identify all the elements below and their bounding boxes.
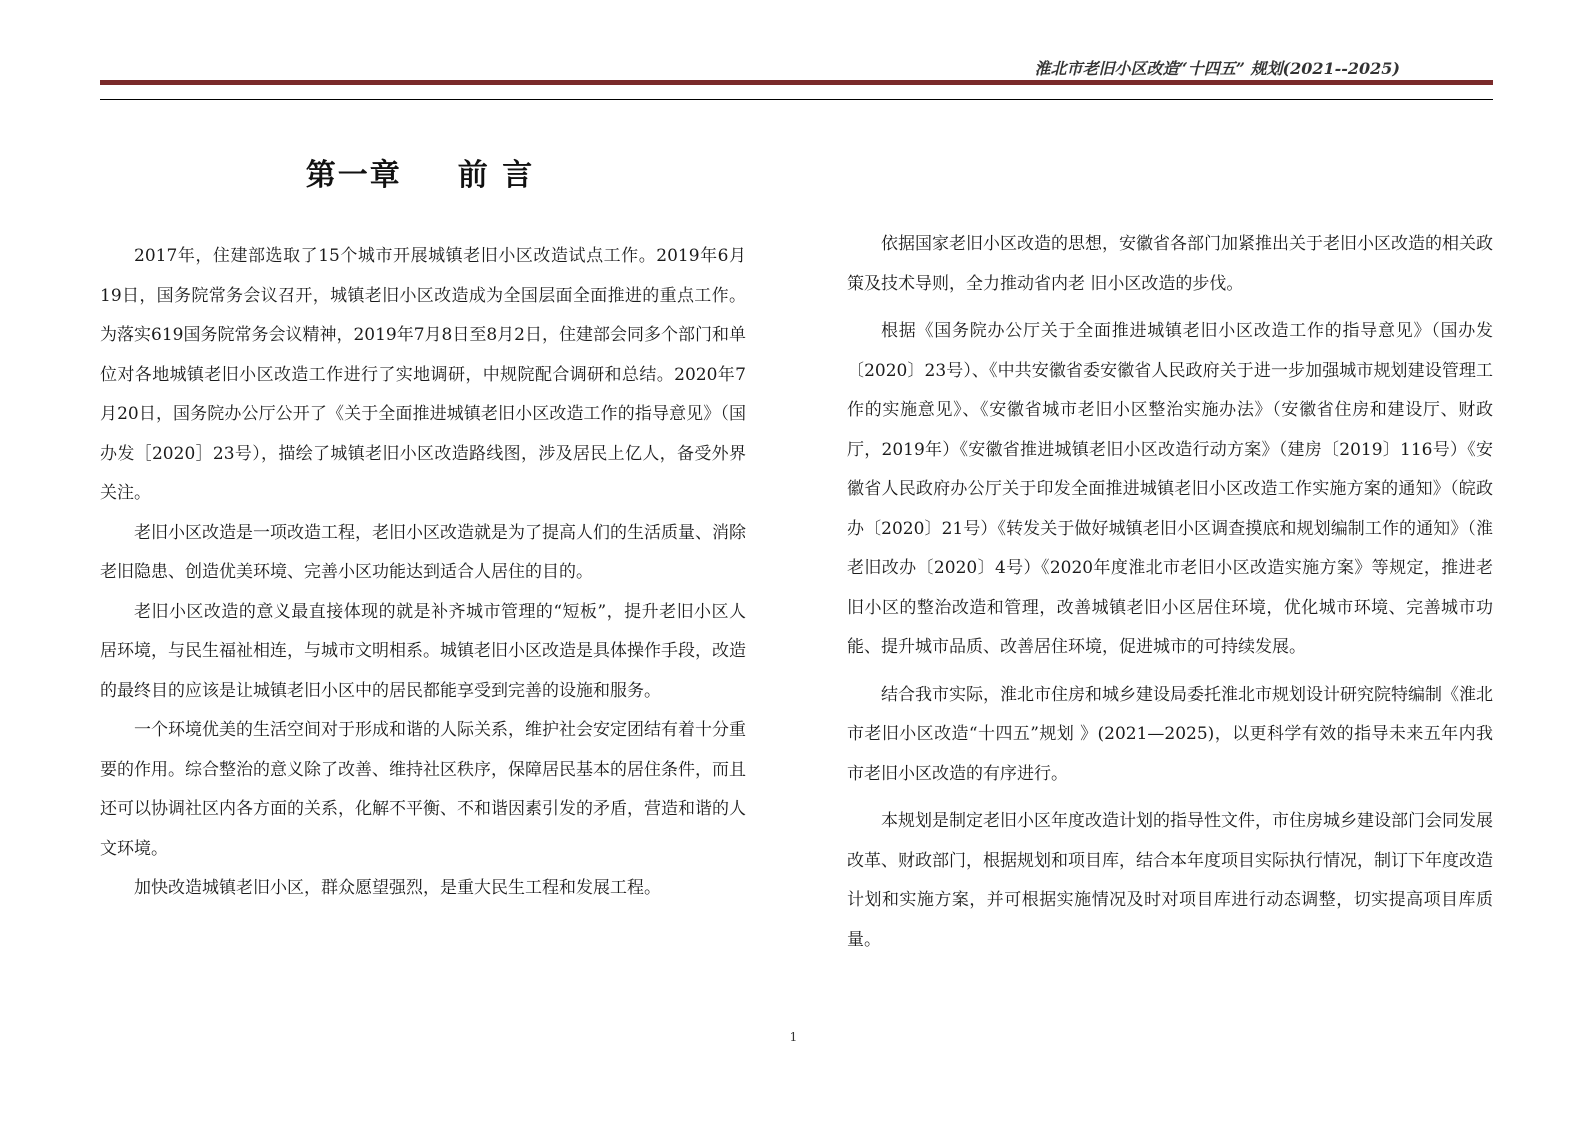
chapter-number: 第一章 xyxy=(305,158,402,193)
chapter-heading xyxy=(100,150,740,194)
chapter-name: 前 言 xyxy=(457,158,535,193)
paragraph: 老旧小区改造是一项改造工程，老旧小区改造就是为了提高人们的生活质量、消除老旧隐患、创造优美环境、完善小区功能达到适合人居住的目的。 xyxy=(100,522,746,582)
paragraph: 一个环境优美的生活空间对于形成和谐的人际关系，维护社会安定团结有着十分重要的作用。综合整治的意义除了改善、维持社区秩序，保障居民基本的居住条件，而且还可以协调社区内各方面的关系，化解不平衡、不和谐因素引发的矛盾，营造和谐的人文环境。 xyxy=(100,720,746,859)
paragraph: 结合我市实际，淮北市住房和城乡建设局委托淮北市规划设计研究院特编制《淮北市老旧小区改造“十四五”规划 》(2021—2025)，以更科学有效的指导未来五年内我市老旧小区改造的有序进行。 xyxy=(847,684,1493,784)
paragraph: 加快改造城镇老旧小区，群众愿望强烈，是重大民生工程和发展工程。 xyxy=(134,878,661,898)
right-text-column xyxy=(847,225,1493,968)
header-rule-thin xyxy=(100,99,1493,100)
paragraph: 老旧小区改造的意义最直接体现的就是补齐城市管理的“短板”，提升老旧小区人居环境，与民生福祉相连，与城市文明相系。城镇老旧小区改造是具体操作手段，改造的最终目的应该是让城镇老旧小区中的居民都能享受到完善的设施和服务。 xyxy=(100,601,746,701)
paragraph: 依据国家老旧小区改造的思想，安徽省各部门加紧推出关于老旧小区改造的相关政策及技术导则，全力推动省内老 旧小区改造的步伐。 xyxy=(847,234,1493,294)
paragraph: 根据《国务院办公厅关于全面推进城镇老旧小区改造工作的指导意见》（国办发〔2020〕23号）、《中共安徽省委安徽省人民政府关于进一步加强城市规划建设管理工作的实施意见》、《安徽省城市老旧小区整治实施办法》（安徽省住房和建设厅、财政厅，2019年）《安徽省推进城镇老旧小区改造行动方案》（建房〔2019〕116号）《安徽省人民政府办公厅关于印发全面推进城镇老旧小区改造工作实施方案的通知》（皖政办〔2020〕21号）《转发关于做好城镇老旧小区调查摸底和规划编制工作的通知》（淮老旧改办〔2020〕4号）《2020年度淮北市老旧小区改造实施方案》等规定，推进老旧小区的整治改造和管理，改善城镇老旧小区居住环境，优化城市环境、完善城市功能、提升城市品质、改善居住环境，促进城市的可持续发展。 xyxy=(847,321,1493,657)
left-text-column xyxy=(100,237,746,909)
header-rule-thick xyxy=(100,80,1493,85)
paragraph: 本规划是制定老旧小区年度改造计划的指导性文件，市住房城乡建设部门会同发展改革、财政部门，根据规划和项目库，结合本年度项目实际执行情况，制订下年度改造计划和实施方案，并可根据实施情况及时对项目库进行动态调整，切实提高项目库质量。 xyxy=(847,811,1493,950)
page-number: 1 xyxy=(789,1030,798,1044)
paragraph: 2017年，住建部选取了15个城市开展城镇老旧小区改造试点工作。2019年6月19日，国务院常务会议召开，城镇老旧小区改造成为全国层面全面推进的重点工作。为落实619国务院常务会议精神，2019年7月8日至8月2日，住建部会同多个部门和单位对各地城镇老旧小区改造工作进行了实地调研，中规院配合调研和总结。2020年7月20日，国务院办公厅公开了《关于全面推进城镇老旧小区改造工作的指导意见》（国办发［2020］23号），描绘了城镇老旧小区改造路线图，涉及居民上亿人，备受外界关注。 xyxy=(100,246,746,503)
running-header-title: 淮北市老旧小区改造“十四五” 规划(2021--2025) xyxy=(1034,59,1400,78)
